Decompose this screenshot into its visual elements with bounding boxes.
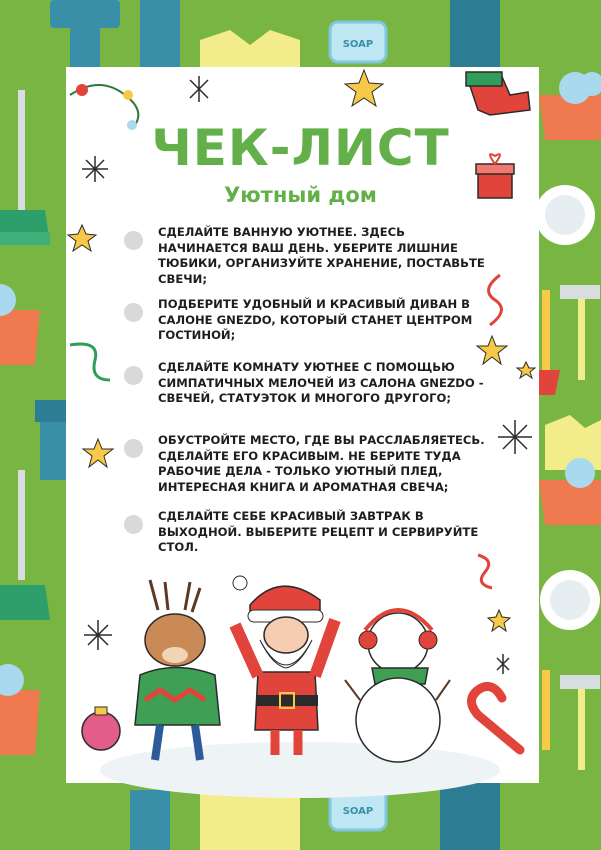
reindeer-illustration — [135, 580, 220, 760]
page-title: ЧЕК-ЛИСТ — [151, 119, 450, 177]
candy-cane-icon — [472, 686, 521, 750]
checkbox-circle[interactable] — [124, 366, 143, 385]
list-item-text: СДЕЛАЙТЕ ВАННУЮ УЮТНЕЕ. ЗДЕСЬ НАЧИНАЕТСЯ ВАШ ДЕНЬ. УБЕРИТЕ ЛИШНИЕ ТЮБИКИ, ОРГАНИЗУЙТЕ ХРАНЕНИЕ, ПОСТАВЬТЕ СВЕЧИ; — [158, 225, 485, 286]
checkbox-circle[interactable] — [124, 303, 143, 322]
snowman-illustration — [345, 610, 450, 762]
checkbox-circle[interactable] — [124, 439, 143, 458]
page-subtitle: Уютный дом — [224, 183, 377, 207]
svg-text:SOAP: SOAP — [342, 806, 374, 817]
santa-illustration — [233, 576, 335, 755]
checkbox-circle[interactable] — [124, 515, 143, 534]
list-item-text: СДЕЛАЙТЕ СЕБЕ КРАСИВЫЙ ЗАВТРАК В ВЫХОДНОЙ. ВЫБЕРИТЕ РЕЦЕПТ И СЕРВИРУЙТЕ СТОЛ. — [158, 509, 479, 554]
list-item-text: ПОДБЕРИТЕ УДОБНЫЙ И КРАСИВЫЙ ДИВАН В САЛОНЕ GNEZDO, КОТОРЫЙ СТАНЕТ ЦЕНТРОМ ГОСТИНОЙ; — [158, 297, 473, 342]
mitten-icon — [466, 72, 530, 115]
svg-text:SOAP: SOAP — [342, 39, 374, 50]
list-item-text: ОБУСТРОЙТЕ МЕСТО, ГДЕ ВЫ РАССЛАБЛЯЕТЕСЬ. СДЕЛАЙТЕ ЕГО КРАСИВЫМ. НЕ БЕРИТЕ ТУДА РАБОЧИЕ ДЕЛА - ТОЛЬКО УЮТНЫЙ ПЛЕД, ИНТЕРЕСНАЯ КНИГА И АРОМАТНАЯ СВЕЧА; — [158, 433, 485, 494]
ornament-icon — [82, 707, 120, 750]
list-item-text: СДЕЛАЙТЕ КОМНАТУ УЮТНЕЕ С ПОМОЩЬЮ СИМПАТИЧНЫХ МЕЛОЧЕЙ ИЗ САЛОНА GNEZDO - СВЕЧЕЙ, СТАТУЭТОК И МНОГОГО ДРУГОГО; — [158, 360, 484, 405]
checkbox-circle[interactable] — [124, 231, 143, 250]
